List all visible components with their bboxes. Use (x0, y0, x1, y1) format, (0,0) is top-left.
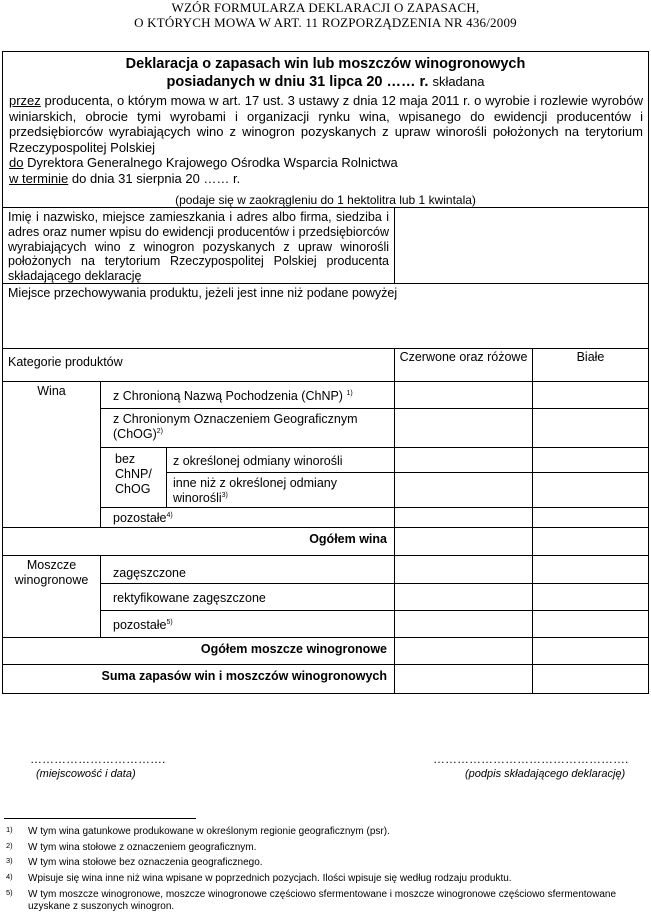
input-rectified-white[interactable] (533, 584, 648, 610)
header-line-1: WZÓR FORMULARZA DEKLARACJI O ZAPASACH, (171, 0, 480, 15)
document-header (0, 0, 651, 30)
intro-text (9, 93, 643, 186)
row-other-variety-text: inne niż z określonej odmiany winorośli (173, 476, 337, 505)
declaration-form (2, 51, 649, 694)
place-date-label (36, 766, 136, 780)
input-sum-white[interactable] (533, 665, 648, 693)
rule-bez-subdivider (166, 447, 167, 507)
intro-recipient-text: Dyrektora Generalnego Krajowego Ośrodka Wsparcia Rolnictwa (27, 155, 398, 170)
rule-table-top (3, 348, 648, 349)
intro-deadline-label: w terminie (9, 170, 69, 186)
input-chog-white[interactable] (533, 409, 648, 447)
signature-dots: …………………………………………. (433, 752, 629, 766)
row-variety-label: z określonej odmiany winorośli (173, 454, 343, 468)
input-concentrated-red[interactable] (395, 556, 532, 583)
producer-label: Imię i nazwisko, miejsce zamieszkania i adres albo firma, siedziba i adres oraz numer wpisu do ewidencji producentów i przedsiębiorców wyrabiających wino z winogron pozyskanych z upraw winorośli położonych na terytorium Rzeczypospolitej Polskiej producenta składającego deklarację (8, 210, 389, 284)
row-concentrated-label: zagęszczone (113, 566, 186, 580)
row-total-wine-label: Ogółem wina (309, 532, 387, 546)
row-other-must-label (113, 618, 173, 633)
row-bez-label: bez ChNP/ ChOG (115, 452, 152, 496)
title-line-2-suffix: składana (432, 74, 485, 89)
row-other-must-footnote-ref: 5) (166, 618, 173, 626)
row-other-variety-label (173, 476, 378, 506)
footnote-3-text: W tym wina stołowe bez oznaczenia geograficznego. (28, 857, 263, 868)
signature-label (465, 766, 625, 780)
row-total-must-label: Ogółem moszcze winogronowe (200, 642, 387, 656)
input-concentrated-white[interactable] (533, 556, 648, 583)
input-other-variety-white[interactable] (533, 473, 648, 507)
footnote-2-text: W tym wina stołowe z oznaczeniem geograficznym. (28, 842, 257, 853)
title-line-1: Deklaracja o zapasach win lub moszczów winogronowych (125, 56, 526, 72)
input-total-wine-white[interactable] (533, 528, 648, 555)
row-chog-footnote-ref: 2) (156, 427, 163, 435)
column-header-category: Kategorie produktów (8, 355, 123, 369)
footnote-1-text: W tym wina gatunkowe produkowane w określonym regionie geograficznym (psr). (28, 826, 390, 837)
header-line-2: O KTÓRYCH MOWA W ART. 11 ROZPORZĄDZENIA NR 436/2009 (134, 15, 517, 30)
rounding-note: (podaje się w zaokrągleniu do 1 hektolitra lub 1 kwintala) (175, 193, 476, 207)
input-other-wine-white[interactable] (533, 508, 648, 527)
input-total-wine-red[interactable] (395, 528, 532, 555)
place-date-dots: ……………………………. (30, 752, 166, 766)
input-other-variety-red[interactable] (395, 473, 532, 507)
input-other-wine-red[interactable] (395, 508, 532, 527)
input-other-must-white[interactable] (533, 611, 648, 637)
intro-to-label: do (9, 155, 24, 170)
title-line-2: posiadanych w dniu 31 lipca 20 …… r. (166, 74, 429, 90)
rule-wines-subdivider (100, 381, 101, 527)
row-other-must-text: pozostałe (113, 618, 167, 632)
row-other-wine-text: pozostałe (113, 511, 167, 525)
row-chog-label (113, 412, 383, 442)
footnote-5-continued-text: uzyskane z suszonych winogron. (28, 901, 175, 912)
row-chog-text: z Chronionym Oznaczeniem Geograficznym (ChOG) (113, 412, 358, 441)
rule-must-subdivider (100, 555, 101, 637)
row-group-must: Moszcze winogronowe (14, 558, 89, 587)
input-variety-red[interactable] (395, 448, 532, 472)
place-date-label-text: (miejscowość i data) (36, 768, 136, 780)
row-chnp-footnote-ref: 1) (346, 389, 353, 397)
input-variety-white[interactable] (533, 448, 648, 472)
column-header-red: Czerwone oraz różowe (399, 350, 528, 364)
row-chnp-label (113, 389, 353, 404)
row-chnp-text: z Chronioną Nazwą Pochodzenia (ChNP) (113, 389, 343, 403)
footnote-separator (4, 818, 196, 819)
column-header-white: Białe (576, 350, 605, 364)
row-other-variety-footnote-ref: 3) (221, 491, 228, 499)
storage-field[interactable] (3, 302, 648, 348)
intro-producer-text: producenta, o którym mowa w art. 17 ust. 3 ustawy z dnia 12 maja 2011 r. o wyrobie i rozlewie wyrobów winiarskich, obrocie tymi wyrobami i organizacji rynku wina, wpisanego do ewidencji producentów i przedsiębiorców wyrabiających wino z winogron pozyskanych z upraw winorośli położonych na terytorium Rzeczypospolitej Polskiej (9, 93, 643, 155)
intro-by-label: przez (9, 93, 41, 108)
row-group-wines: Wina (37, 384, 66, 398)
input-rectified-red[interactable] (395, 584, 532, 610)
row-other-wine-footnote-ref: 4) (166, 511, 173, 519)
intro-deadline-text: do dnia 31 sierpnia 20 …… r. (71, 170, 241, 186)
signature-label-text: (podpis składającego deklarację) (465, 768, 626, 780)
row-rectified-label: rektyfikowane zagęszczone (113, 591, 266, 605)
footnote-5-text: W tym moszcze winogronowe, moszcze winogronowe częściowo sfermentowane i moszcze winogronowe częściowo sfermentowane (28, 889, 617, 900)
footnote-5-number: 5) (6, 888, 13, 897)
form-title (3, 55, 648, 91)
row-sum-label: Suma zapasów win i moszczów winogronowych (101, 669, 387, 683)
storage-label: Miejsce przechowywania produktu, jeżeli jest inne niż podane powyżej (8, 286, 398, 300)
footnote-2-number: 2) (6, 841, 13, 850)
input-chog-red[interactable] (395, 409, 532, 447)
input-sum-red[interactable] (395, 665, 532, 693)
input-total-must-red[interactable] (395, 638, 532, 664)
footnote-4-number: 4) (6, 872, 13, 881)
footnote-1-number: 1) (6, 825, 13, 834)
input-other-must-red[interactable] (395, 611, 532, 637)
input-chnp-white[interactable] (533, 382, 648, 408)
row-other-wine-label (113, 511, 173, 526)
footnote-4-text: Wpisuje się wina inne niż wina wpisane w poprzednich pozycjach. Ilości wpisuje się według rodzaju produktu. (28, 873, 512, 884)
input-chnp-red[interactable] (395, 382, 532, 408)
producer-field[interactable] (395, 208, 648, 283)
input-total-must-white[interactable] (533, 638, 648, 664)
footnote-3-number: 3) (6, 856, 13, 865)
